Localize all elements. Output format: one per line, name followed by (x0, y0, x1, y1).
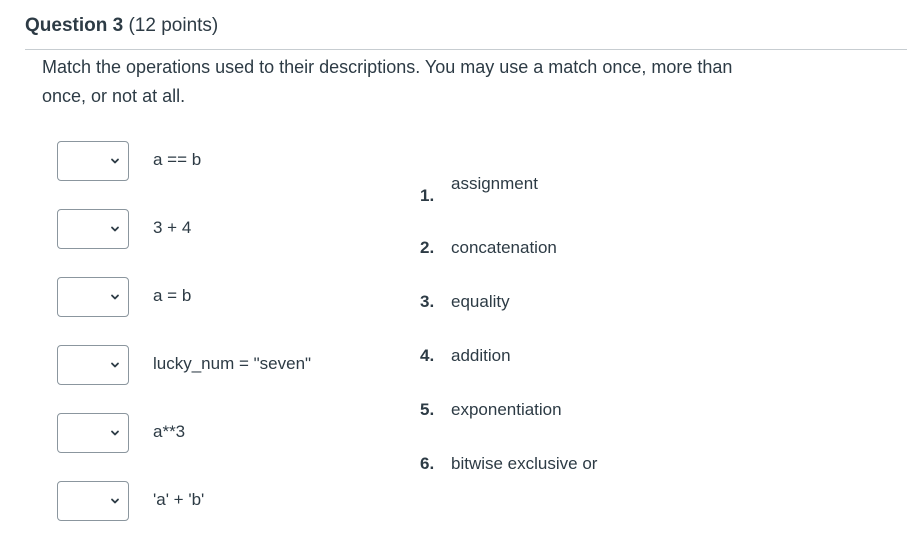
chevron-down-icon (109, 155, 121, 167)
chevron-down-icon (109, 427, 121, 439)
answer-index: 3. (420, 292, 435, 311)
answer-choice (420, 291, 510, 313)
match-term-5: a**3 (153, 422, 186, 441)
answer-choice (420, 345, 511, 367)
answer-choice (420, 237, 557, 259)
match-term-3: a = b (153, 286, 192, 305)
question-points: (12 points) (128, 15, 219, 36)
match-term-6: 'a' + 'b' (153, 490, 205, 509)
answer-index: 4. (420, 346, 435, 365)
answer-choice (420, 453, 597, 475)
match-select-5[interactable] (57, 413, 129, 453)
answer-label: equality (451, 292, 510, 311)
answer-label: addition (451, 346, 511, 365)
question-prompt: Match the operations used to their descriptions. You may use a match once, more than once, or not at all. (42, 57, 733, 106)
answer-index: 1. (420, 186, 435, 205)
match-select-3[interactable] (57, 277, 129, 317)
match-select-2[interactable] (57, 209, 129, 249)
answer-index: 2. (420, 238, 435, 257)
chevron-down-icon (109, 223, 121, 235)
answer-label: exponentiation (451, 400, 562, 419)
answer-choice (420, 173, 620, 213)
match-select-6[interactable] (57, 481, 129, 521)
match-term-2: 3 + 4 (153, 218, 192, 237)
answer-index: 6. (420, 454, 435, 473)
chevron-down-icon (109, 291, 121, 303)
header-divider (25, 49, 907, 50)
answer-label: concatenation (451, 238, 557, 257)
answer-label: bitwise exclusive or (451, 454, 598, 473)
match-term-4: lucky_num = "seven" (153, 354, 312, 373)
match-select-4[interactable] (57, 345, 129, 385)
answer-choice (420, 399, 562, 421)
answer-label: assignment (451, 174, 538, 193)
question-number: Question 3 (25, 15, 124, 36)
answer-index: 5. (420, 400, 435, 419)
chevron-down-icon (109, 359, 121, 371)
question-header (25, 14, 218, 38)
match-term-1: a == b (153, 150, 202, 169)
match-select-1[interactable] (57, 141, 129, 181)
chevron-down-icon (109, 495, 121, 507)
